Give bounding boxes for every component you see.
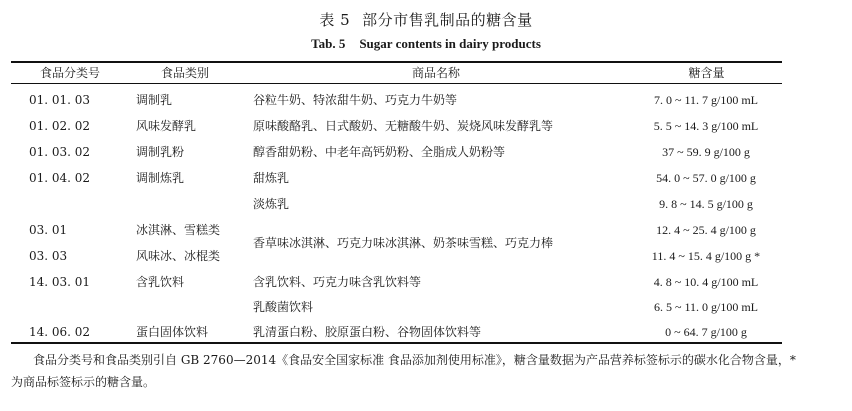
table-number-en: Tab. 5 [311, 36, 346, 51]
cell-food-code: 01. 02. 02 [29, 119, 91, 133]
table-title-en-text: Sugar contents in dairy products [359, 36, 541, 51]
cell-sugar-content: 9. 8 ~ 14. 5 g/100 g [659, 197, 753, 211]
table-bottom-rule [11, 342, 782, 344]
cell-food-category: 含乳饮料 [136, 275, 185, 289]
header-food-code: 食品分类号 [39, 66, 100, 80]
table-footnote: 食品分类号和食品类别引自 GB 2760—2014《食品安全国家标准 食品添加剂使用标准》，糖含量数据为产品营养标签标示的碳水化合物含量，* 为商品标签标示的糖含量。 [11, 353, 796, 389]
cell-sugar-content: 11. 4 ~ 15. 4 g/100 g * [651, 249, 761, 263]
cell-product-name: 谷粒牛奶、特浓甜牛奶、巧克力牛奶等 [253, 93, 458, 107]
cell-product-name: 淡炼乳 [253, 197, 290, 211]
cell-food-code: 01. 01. 03 [29, 93, 91, 107]
cell-food-category: 调制乳粉 [136, 145, 185, 159]
cell-sugar-content: 0 ~ 64. 7 g/100 g [665, 325, 747, 339]
header-product-name: 商品名称 [411, 66, 460, 80]
cell-food-code: 14. 03. 01 [29, 275, 91, 289]
cell-food-category: 冰淇淋、雪糕类 [136, 223, 221, 237]
table-top-rule [11, 61, 782, 63]
cell-product-name: 原味酸酪乳、日式酸奶、无糖酸牛奶、炭烧风味发酵乳等 [253, 119, 554, 133]
cell-food-code: 01. 03. 02 [29, 145, 91, 159]
cell-sugar-content: 4. 8 ~ 10. 4 g/100 mL [653, 275, 759, 289]
cell-product-name: 乳酸菌饮料 [253, 300, 314, 314]
cell-food-code: 03. 01 [29, 223, 68, 237]
cell-sugar-content: 54. 0 ~ 57. 0 g/100 g [656, 171, 756, 185]
table-title-cn [0, 9, 852, 30]
cell-product-name: 醇香甜奶粉、中老年高钙奶粉、全脂成人奶粉等 [253, 145, 506, 159]
cell-sugar-content: 6. 5 ~ 11. 0 g/100 mL [653, 300, 759, 314]
cell-food-category: 调制乳 [136, 93, 173, 107]
cell-sugar-content: 5. 5 ~ 14. 3 g/100 mL [653, 119, 759, 133]
cell-food-code: 01. 04. 02 [29, 171, 91, 185]
cell-sugar-content: 12. 4 ~ 25. 4 g/100 g [656, 223, 756, 237]
cell-food-category: 风味发酵乳 [136, 119, 197, 133]
cell-sugar-content: 7. 0 ~ 11. 7 g/100 mL [653, 93, 759, 107]
cell-sugar-content: 37 ~ 59. 9 g/100 g [662, 145, 750, 159]
cell-food-code: 14. 06. 02 [29, 325, 91, 339]
header-food-category: 食品类别 [160, 66, 209, 80]
table-header-rule [11, 83, 782, 84]
header-sugar-content: 糖含量 [688, 66, 725, 80]
cell-food-category: 蛋白固体饮料 [136, 325, 209, 339]
cell-product-name: 甜炼乳 [253, 171, 290, 185]
cell-product-name: 含乳饮料、巧克力味含乳饮料等 [253, 275, 422, 289]
table-title-cn-text: 部分市售乳制品的糖含量 [362, 11, 533, 29]
cell-food-code: 03. 03 [29, 249, 68, 263]
cell-product-name: 乳清蛋白粉、胶原蛋白粉、谷物固体饮料等 [253, 325, 482, 339]
table-title-en [0, 36, 852, 52]
table-number-cn: 表 5 [319, 11, 351, 29]
merged-product-cell: 香草味冰淇淋、巧克力味冰淇淋、奶茶味雪糕、巧克力棒 [253, 236, 554, 250]
cell-food-category: 调制炼乳 [136, 171, 185, 185]
cell-food-category: 风味冰、冰棍类 [136, 249, 221, 263]
